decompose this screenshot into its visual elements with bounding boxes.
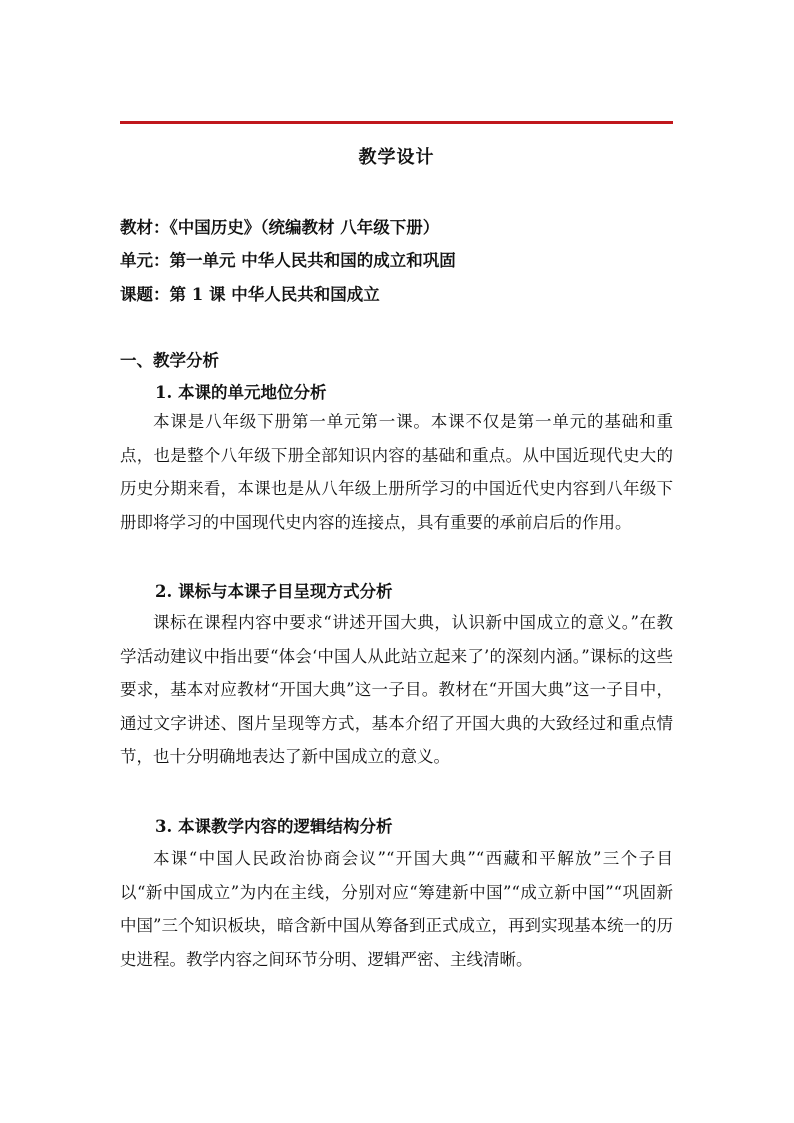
subsection-heading-curriculum-standards: 2. 课标与本课子目呈现方式分析 [155,582,393,601]
paragraph-logical-structure: 本课“中国人民政治协商会议”“开国大典”“西藏和平解放”三个子目以“新中国成立”为内在主线，分别对应“筹建新中国”“成立新中国”“巩固新中国”三个知识板块，暗含新中国从筹备到正式成立，再到实现基本统一的历史进程。教学内容之间环节分明、逻辑严密、主线清晰。 [120,849,673,969]
paragraph-unit-position: 本课是八年级下册第一单元第一课。本课不仅是第一单元的基础和重点，也是整个八年级下册全部知识内容的基础和重点。从中国近现代史大的历史分期来看，本课也是从八年级上册所学习的中国近代史内容到八年级下册即将学习的中国现代史内容的连接点，具有重要的承前启后的作用。 [120,412,673,532]
textbook-line: 教材：《中国历史》（统编教材 八年级下册） [120,218,440,237]
paragraph-curriculum-standards: 课标在课程内容中要求“讲述开国大典，认识新中国成立的意义。”在教学活动建议中指出要“体会‘中国人从此站立起来了’的深刻内涵。”课标的这些要求，基本对应教材“开国大典”这一子目。教材在“开国大典”这一子目中，通过文字讲述、图片呈现等方式，基本介绍了开国大典的大致经过和重点情节，也十分明确地表达了新中国成立的意义。 [120,613,673,766]
subsection-heading-unit-position: 1. 本课的单元地位分析 [155,383,327,402]
header-divider [120,121,673,124]
subsection-heading-logical-structure: 3. 本课教学内容的逻辑结构分析 [155,817,393,836]
lesson-line: 课题：第 1 课 中华人民共和国成立 [120,285,380,304]
unit-line: 单元：第一单元 中华人民共和国的成立和巩固 [120,251,456,270]
section-heading-teaching-analysis: 一、教学分析 [120,351,219,370]
page-title: 教学设计 [358,147,435,168]
